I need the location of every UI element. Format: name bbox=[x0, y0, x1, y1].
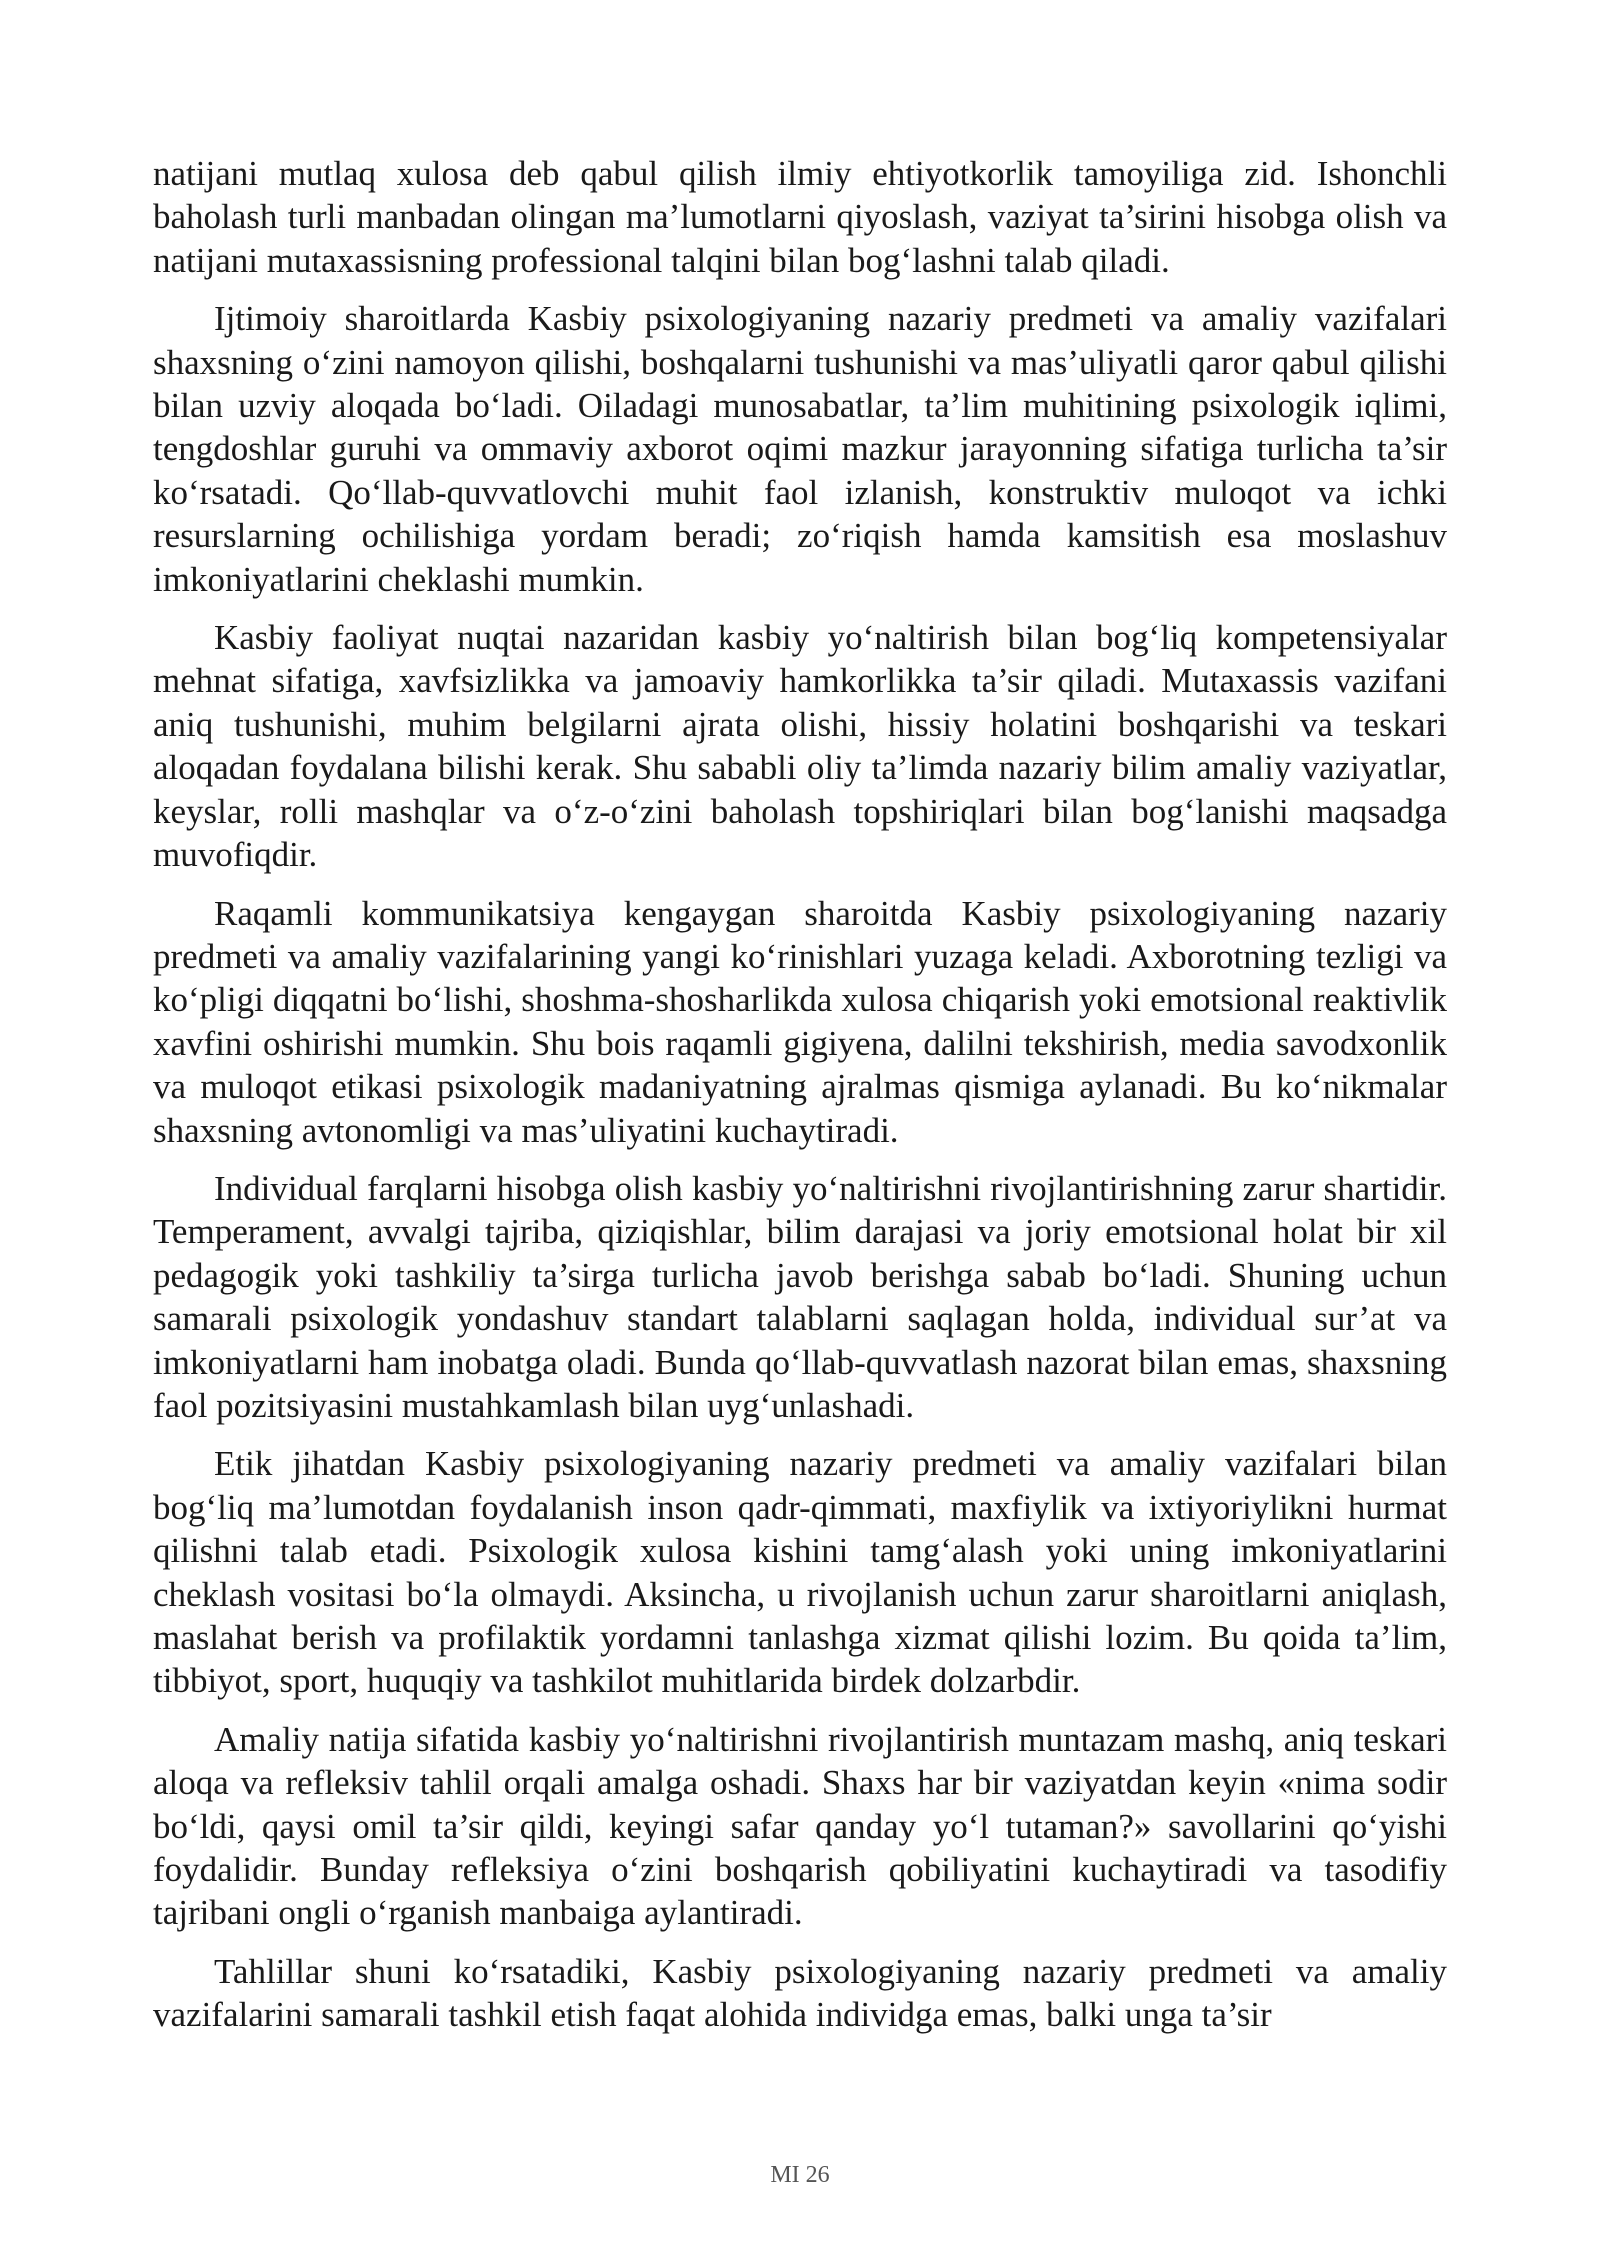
paragraph: Tahlillar shuni ko‘rsatadiki, Kasbiy psixologiyaning nazariy predmeti va amaliy vazifalarini samarali tashkil etish faqat alohida individga emas, balki unga ta’sir bbox=[153, 1951, 1447, 2035]
document-body bbox=[153, 152, 1447, 2052]
paragraph: Amaliy natija sifatida kasbiy yo‘naltirishni rivojlantirish muntazam mashq, aniq teskari aloqa va refleksiv tahlil orqali amalga oshadi. Shaxs har bir vaziyatdan keyin «nima sodir bo‘ldi, qaysi omil ta’sir qildi, keyingi safar qanday yo‘l tutaman?» savollarini qo‘yishi foydalidir. Bunday refleksiya o‘zini boshqarish qobiliyatini kuchaytiradi va tasodifiy tajribani ongli o‘rganish manbaiga aylantiradi. bbox=[153, 1719, 1447, 1933]
paragraph: Raqamli kommunikatsiya kengaygan sharoitda Kasbiy psixologiyaning nazariy predmeti va amaliy vazifalarining yangi ko‘rinishlari yuzaga keladi. Axborotning tezligi va ko‘pligi diqqatni bo‘lishi, shoshma-shosharlikda xulosa chiqarish yoki emotsional reaktivlik xavfini oshirishi mumkin. Shu bois raqamli gigiyena, dalilni tekshirish, media savodxonlik va muloqot etikasi psixologik madaniyatning ajralmas qismiga aylanadi. Bu ko‘nikmalar shaxsning avtonomligi va mas’uliyatini kuchaytiradi. bbox=[153, 893, 1447, 1150]
paragraph: Individual farqlarni hisobga olish kasbiy yo‘naltirishni rivojlantirishning zarur shartidir. Temperament, avvalgi tajriba, qiziqishlar, bilim darajasi va joriy emotsional holat bir xil pedagogik yoki tashkiliy ta’sirga turlicha javob berishga sabab bo‘ladi. Shuning uchun samarali psixologik yondashuv standart talablarni saqlagan holda, individual sur’at va imkoniyatlarni ham inobatga oladi. Bunda qo‘llab-quvvatlash nazorat bilan emas, shaxsning faol pozitsiyasini mustahkamlash bilan uyg‘unlashadi. bbox=[153, 1168, 1447, 1425]
paragraph: Etik jihatdan Kasbiy psixologiyaning nazariy predmeti va amaliy vazifalari bilan bog‘liq ma’lumotdan foydalanish inson qadr-qimmati, maxfiylik va ixtiyoriylikni hurmat qilishni talab etadi. Psixologik xulosa kishini tamg‘alash yoki uning imkoniyatlarini cheklash vositasi bo‘la olmaydi. Aksincha, u rivojlanish uchun zarur sharoitlarni aniqlash, maslahat berish va profilaktik yordamni tanlashga xizmat qilishi lozim. Bu qoida ta’lim, tibbiyot, sport, huquqiy va tashkilot muhitlarida birdek dolzarbdir. bbox=[153, 1444, 1447, 1701]
paragraph: Ijtimoiy sharoitlarda Kasbiy psixologiyaning nazariy predmeti va amaliy vazifalari shaxsning o‘zini namoyon qilishi, boshqalarni tushunishi va mas’uliyatli qaror qabul qilishi bilan uzviy aloqada bo‘ladi. Oiladagi munosabatlar, ta’lim muhitining psixologik iqlimi, tengdoshlar guruhi va ommaviy axborot oqimi mazkur jarayonning sifatiga turlicha ta’sir ko‘rsatadi. Qo‘llab-quvvatlovchi muhit faol izlanish, konstruktiv muloqot va ichki resurslarning ochilishiga yordam beradi; zo‘riqish hamda kamsitish esa moslashuv imkoniyatlarini cheklashi mumkin. bbox=[153, 299, 1447, 599]
page-number: MI 26 bbox=[770, 2162, 830, 2188]
paragraph: Kasbiy faoliyat nuqtai nazaridan kasbiy yo‘naltirish bilan bog‘liq kompetensiyalar mehnat sifatiga, xavfsizlikka va jamoaviy hamkorlikka ta’sir qiladi. Mutaxassis vazifani aniq tushunishi, muhim belgilarni ajrata olishi, hissiy holatini boshqarishi va teskari aloqadan foydalana bilishi kerak. Shu sababli oliy ta’limda nazariy bilim amaliy vaziyatlar, keyslar, rolli mashqlar va o‘z-o‘zini baholash topshiriqlari bilan bog‘lanishi maqsadga muvofiqdir. bbox=[153, 618, 1447, 875]
paragraph: natijani mutlaq xulosa deb qabul qilish ilmiy ehtiyotkorlik tamoyiliga zid. Ishonchli baholash turli manbadan olingan ma’lumotlarni qiyoslash, vaziyat ta’sirini hisobga olish va natijani mutaxassisning professional talqini bilan bog‘lashni talab qiladi. bbox=[153, 154, 1447, 280]
